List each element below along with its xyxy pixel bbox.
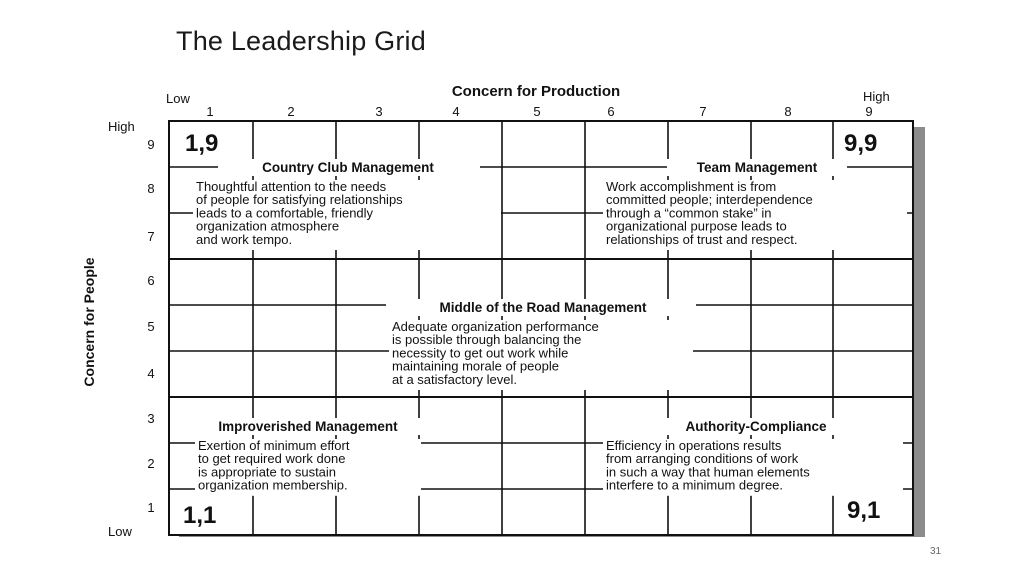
- style-description-line: to get required work done: [198, 451, 346, 467]
- style-description-line: and work tempo.: [196, 231, 293, 247]
- style-title: Improverished Management: [218, 419, 398, 434]
- style-description-line: organization membership.: [198, 477, 348, 493]
- x-axis-tick-label: 2: [287, 104, 295, 119]
- y-axis-tick-label: 3: [147, 411, 155, 426]
- corner-label-bottom-left: 1,1: [183, 502, 217, 529]
- y-axis-high-label: High: [108, 119, 135, 134]
- x-axis-tick-label: 7: [699, 104, 707, 119]
- x-axis-low-label: Low: [166, 91, 190, 106]
- style-title: Country Club Management: [262, 160, 434, 175]
- style-description-line: Efficiency in operations results: [606, 438, 782, 453]
- x-axis-tick-label: 1: [206, 104, 214, 119]
- y-axis-tick-label: 4: [147, 366, 155, 381]
- y-axis-ticks: [147, 137, 154, 515]
- style-description-line: Thoughtful attention to the needs: [196, 179, 387, 194]
- x-axis-tick-label: 8: [784, 104, 792, 119]
- x-axis-tick-label: 5: [533, 104, 541, 119]
- corner-label-top-right: 9,9: [844, 130, 878, 157]
- style-description-line: at a satisfactory level.: [392, 371, 517, 387]
- x-axis-tick-label: 9: [865, 104, 873, 119]
- corner-label-top-left: 1,9: [185, 130, 219, 157]
- style-title: Team Management: [696, 160, 818, 175]
- y-axis-low-label: Low: [108, 524, 132, 539]
- style-title: Authority-Compliance: [685, 419, 827, 434]
- x-axis-tick-label: 4: [452, 104, 460, 119]
- style-description-line: of people for satisfying relationships: [196, 192, 403, 208]
- style-description-line: is possible through balancing the: [392, 332, 582, 348]
- page-number: 31: [930, 546, 942, 557]
- x-axis-tick-label: 6: [607, 104, 615, 119]
- style-block-middle-road: [386, 299, 696, 390]
- style-description-line: interfere to a minimum degree.: [606, 477, 784, 493]
- style-description-line: is appropriate to sustain: [198, 464, 337, 480]
- y-axis-tick-label: 6: [147, 273, 155, 288]
- corner-label-bottom-right: 9,1: [847, 497, 881, 524]
- style-description-line: Exertion of minimum effort: [198, 438, 350, 453]
- style-description-line: in such a way that human elements: [606, 464, 810, 480]
- x-axis-tick-label: 3: [375, 104, 383, 119]
- y-axis-tick-label: 1: [147, 500, 155, 515]
- x-axis-ticks: [206, 104, 872, 119]
- style-block-impoverished: [178, 418, 438, 496]
- style-description-line: necessity to get out work while: [392, 345, 569, 361]
- style-description-line: through a “common stake” in: [606, 205, 772, 221]
- y-axis-tick-label: 7: [147, 229, 155, 244]
- x-axis-title: Concern for Production: [451, 83, 621, 100]
- style-description-line: leads to a comfortable, friendly: [196, 205, 374, 221]
- style-title: Middle of the Road Management: [439, 300, 647, 315]
- style-description-line: organizational purpose leads to: [606, 218, 787, 234]
- y-axis-tick-label: 8: [147, 181, 155, 196]
- y-axis-tick-label: 9: [147, 137, 155, 152]
- style-description-line: committed people; interdependence: [606, 192, 813, 208]
- style-description-line: Adequate organization performance: [392, 319, 599, 334]
- x-axis-high-label: High: [863, 89, 890, 104]
- style-description-line: maintaining morale of people: [392, 358, 559, 374]
- style-description-line: organization atmosphere: [196, 218, 340, 234]
- style-description-line: relationships of trust and respect.: [606, 231, 798, 247]
- y-axis-tick-label: 2: [147, 456, 155, 471]
- style-description-line: Work accomplishment is from: [606, 179, 777, 194]
- y-axis-title: Concern for People: [81, 257, 97, 387]
- slide-title: The Leadership Grid: [176, 26, 426, 56]
- style-description-line: from arranging conditions of work: [606, 451, 799, 467]
- y-axis-tick-label: 5: [147, 319, 155, 334]
- style-block-country-club: [193, 159, 501, 250]
